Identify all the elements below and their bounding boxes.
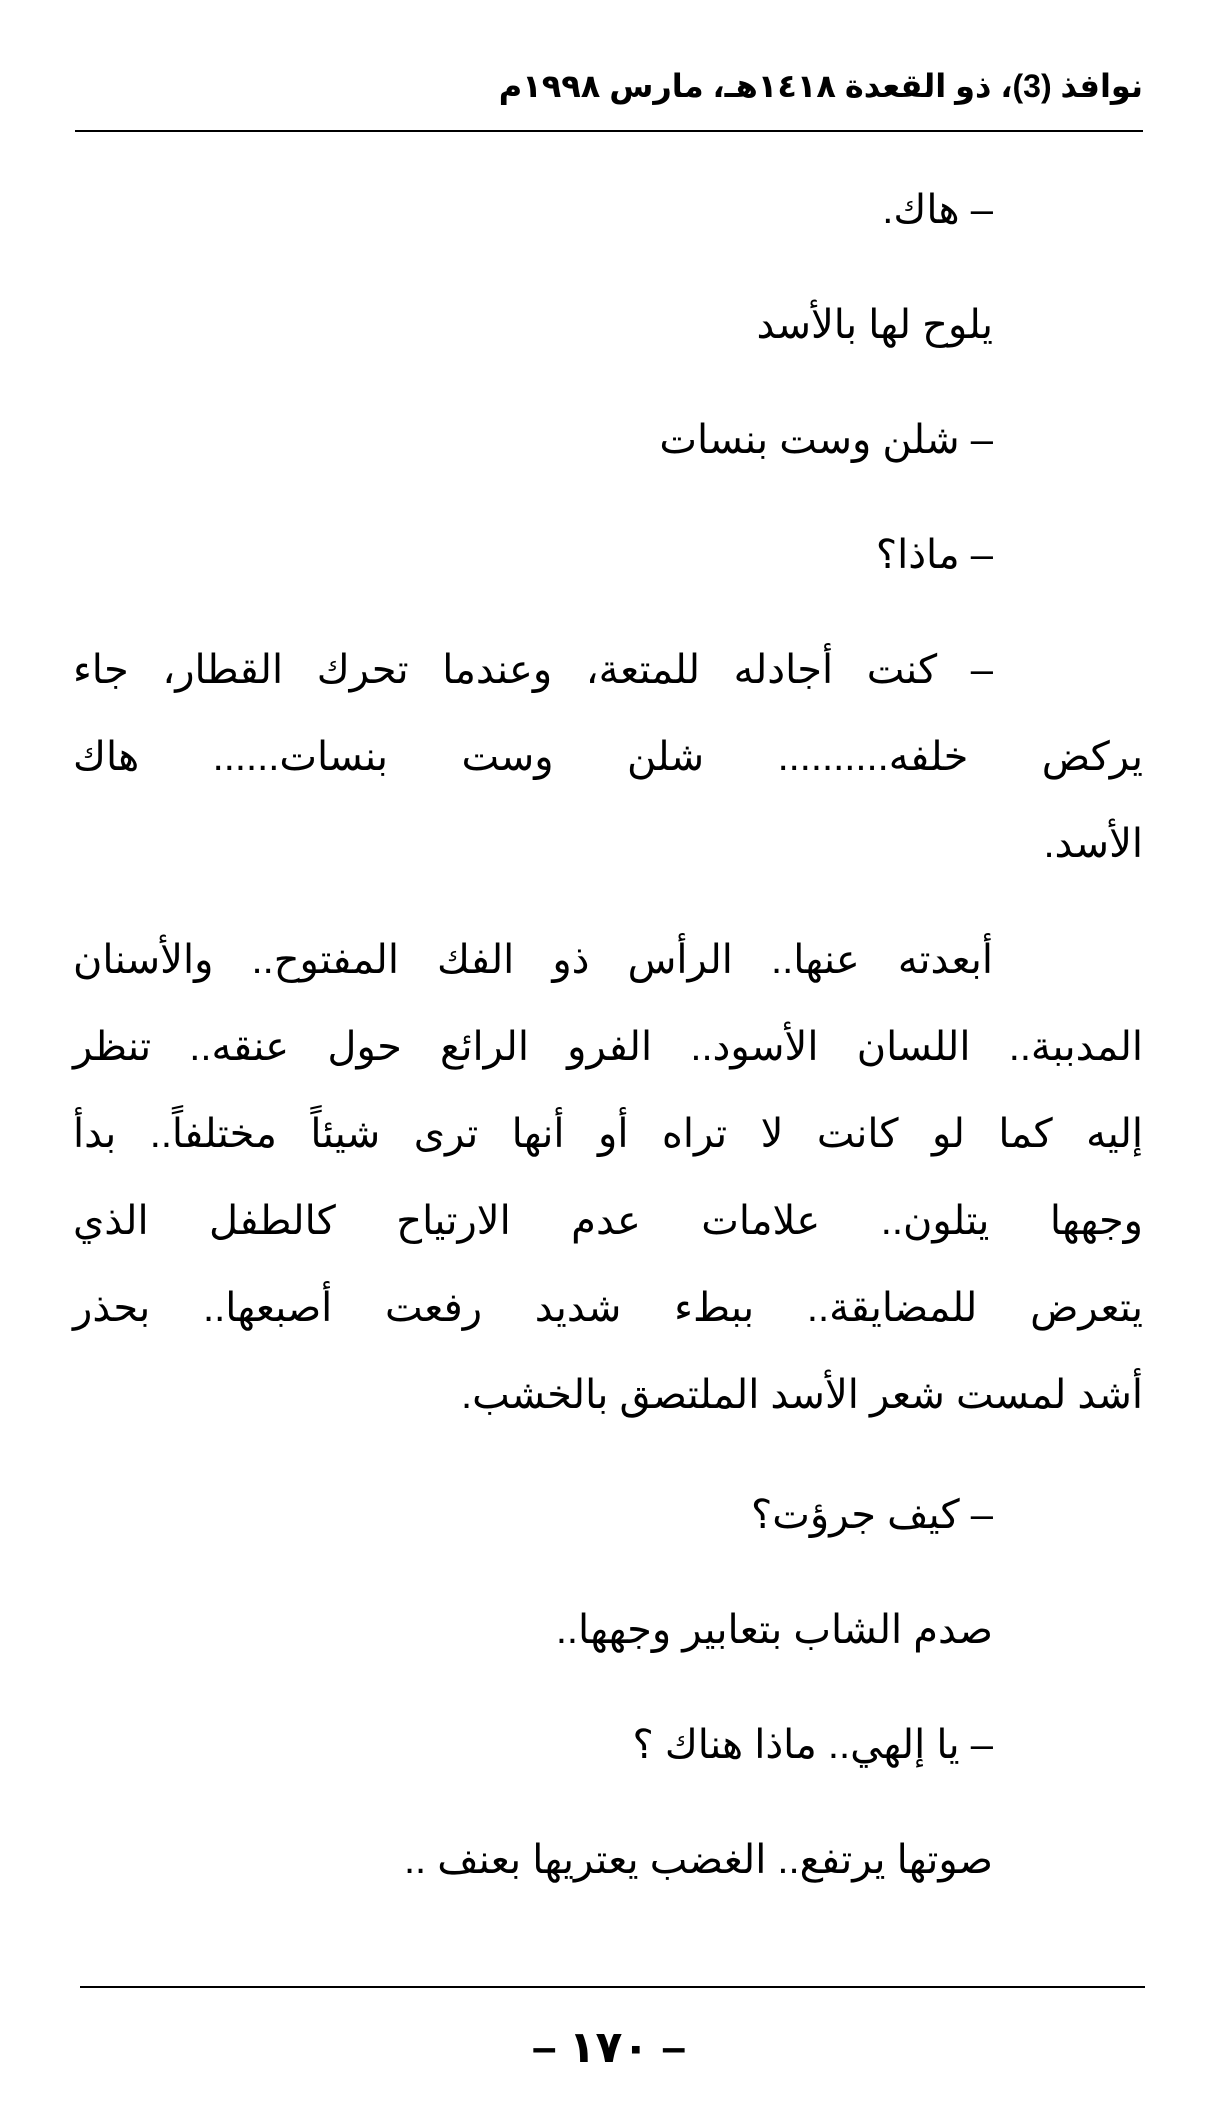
- paragraph-line: أبعدته عنها.. الرأس ذو الفك المفتوح.. والأسنان: [73, 938, 993, 982]
- paragraph-line: يتعرض للمضايقة.. ببطء شديد رفعت أصبعها.. بحذر: [73, 1286, 1143, 1330]
- header-rule: [75, 130, 1143, 132]
- narration-line: يلوح لها بالأسد: [756, 303, 993, 347]
- narration-line: صوتها يرتفع.. الغضب يعتريها بعنف ..: [403, 1838, 993, 1882]
- paragraph-line: الأسد.: [1043, 822, 1143, 866]
- paragraph-line: إليه كما لو كانت لا تراه أو أنها ترى شيئاً مختلفاً.. بدأ: [73, 1112, 1143, 1156]
- dialogue-line: – كيف جرؤت؟: [751, 1493, 993, 1537]
- dialogue-line: – ماذا؟: [875, 533, 993, 577]
- narration-line: صدم الشاب بتعابير وجهها..: [555, 1608, 993, 1652]
- dialogue-line: – هاك.: [882, 188, 993, 232]
- dialogue-line: – شلن وست بنسات: [659, 418, 993, 462]
- footer-rule: [80, 1986, 1145, 1988]
- paragraph-line: المدببة.. اللسان الأسود.. الفرو الرائع حول عنقه.. تنظر: [73, 1025, 1143, 1069]
- paragraph-line: وجهها يتلون.. علامات عدم الارتياح كالطفل الذي: [73, 1199, 1143, 1243]
- paragraph-line: أشد لمست شعر الأسد الملتصق بالخشب.: [461, 1373, 1143, 1417]
- paragraph-line: – كنت أجادله للمتعة، وعندما تحرك القطار، جاء: [73, 648, 993, 692]
- running-header: نوافذ (3)، ذو القعدة ١٤١٨هـ، مارس ١٩٩٨م: [498, 68, 1143, 104]
- page-number: – ١٧٠ –: [532, 2023, 686, 2072]
- dialogue-line: – يا إلهي.. ماذا هناك ؟: [632, 1723, 993, 1767]
- paragraph-line: يركض خلفه.......... شلن وست بنسات...... هاك: [73, 735, 1143, 779]
